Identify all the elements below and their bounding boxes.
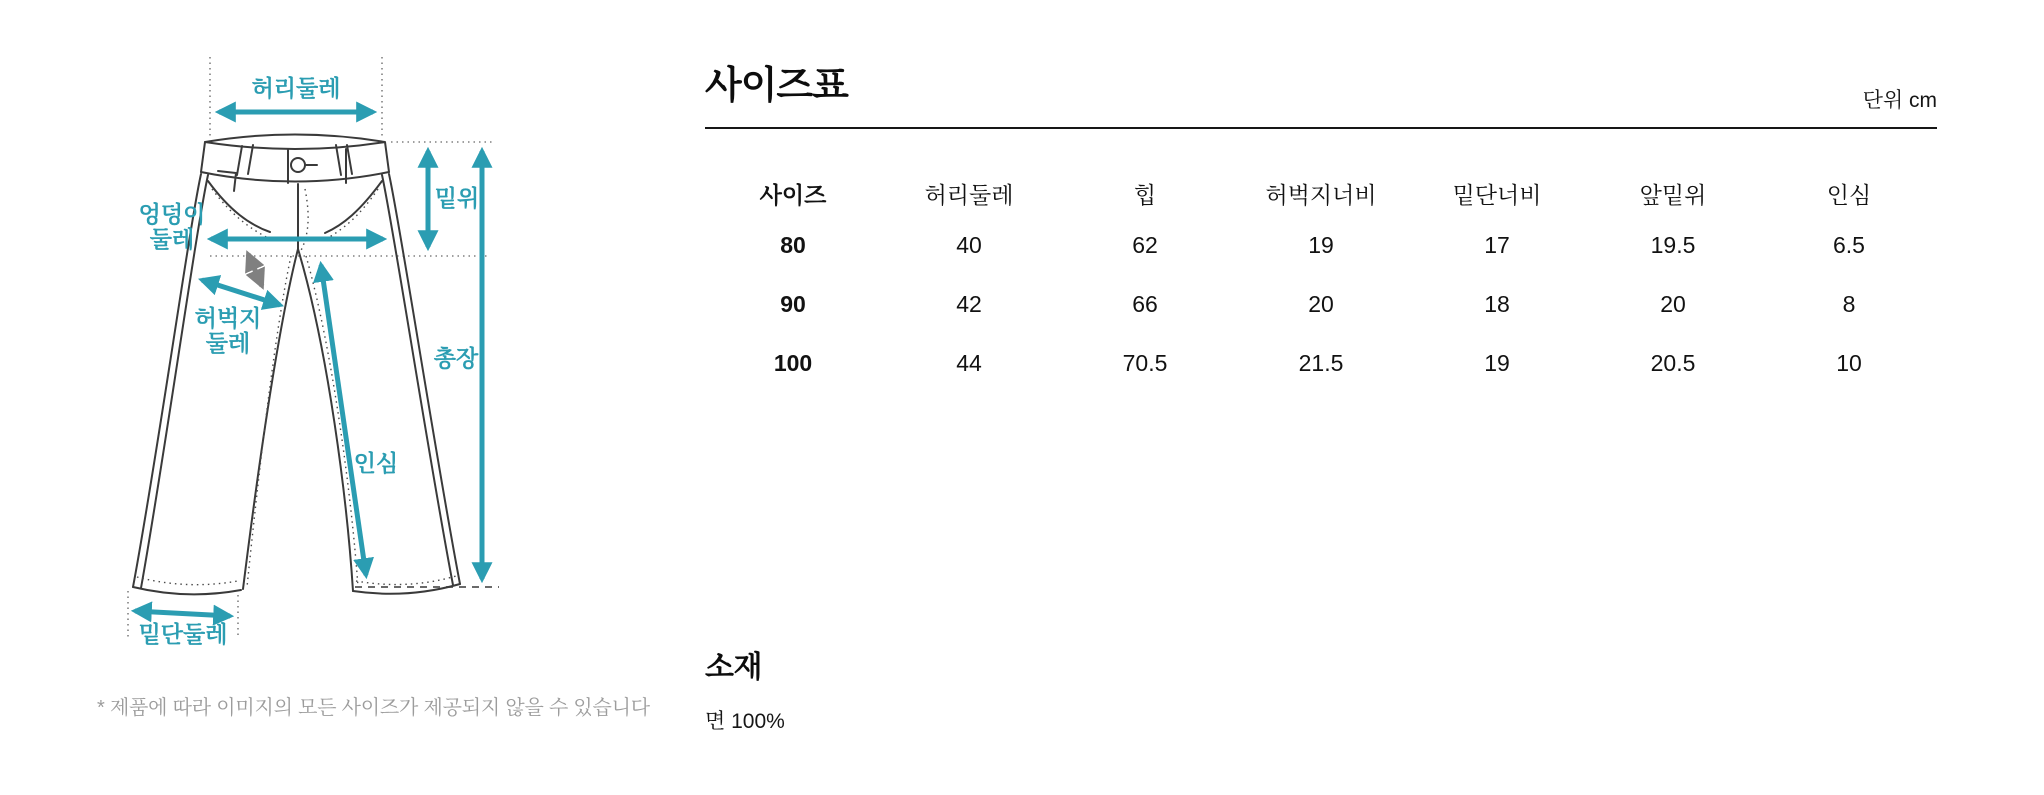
column-header-size: 사이즈 bbox=[759, 181, 827, 208]
column-header-front-rise: 앞밑위 bbox=[1639, 181, 1707, 208]
value-cell: 21.5 bbox=[1298, 350, 1344, 376]
column-header-inseam: 인심 bbox=[1826, 181, 1872, 208]
column-header-thigh-width: 허벅지너비 bbox=[1265, 181, 1377, 208]
waist-label: 허리둘레 bbox=[251, 75, 341, 101]
thigh-depth-arrow bbox=[248, 254, 262, 286]
thigh-arrow bbox=[202, 280, 280, 305]
size-cell: 80 bbox=[780, 232, 806, 258]
value-cell: 20.5 bbox=[1650, 350, 1696, 376]
column-header-hem-width: 밑단너비 bbox=[1452, 181, 1542, 208]
value-cell: 10 bbox=[1836, 350, 1862, 376]
value-cell: 19.5 bbox=[1650, 232, 1696, 258]
divider-line bbox=[705, 127, 1937, 129]
value-cell: 6.5 bbox=[1833, 232, 1865, 258]
value-cell: 18 bbox=[1484, 291, 1510, 317]
value-cell: 20 bbox=[1308, 291, 1334, 317]
value-cell: 66 bbox=[1132, 291, 1158, 317]
value-cell: 19 bbox=[1308, 232, 1334, 258]
thigh-label-line1: 허벅지 bbox=[194, 305, 262, 331]
value-cell: 40 bbox=[956, 232, 982, 258]
size-cell: 100 bbox=[773, 350, 813, 376]
diagram-footnote: * 제품에 따라 이미지의 모든 사이즈가 제공되지 않을 수 있습니다 bbox=[97, 697, 650, 719]
value-cell: 44 bbox=[956, 350, 982, 376]
size-cell: 90 bbox=[780, 291, 806, 317]
measurement-arrows bbox=[135, 112, 482, 616]
size-table-section bbox=[705, 0, 1937, 795]
size-table-title: 사이즈표 bbox=[705, 65, 848, 107]
inseam-label: 인심 bbox=[353, 450, 399, 476]
value-cell: 17 bbox=[1484, 232, 1510, 258]
thigh-label-line2: 둘레 bbox=[205, 330, 251, 356]
rise-label: 밑위 bbox=[434, 185, 480, 211]
column-header-waist: 허리둘레 bbox=[924, 181, 1014, 208]
pants-measurement-diagram bbox=[95, 38, 565, 660]
value-cell: 19 bbox=[1484, 350, 1510, 376]
material-value: 면 100% bbox=[705, 710, 785, 733]
value-cell: 42 bbox=[956, 291, 982, 317]
total-length-label: 총장 bbox=[433, 345, 479, 371]
hem-label: 밑단둘레 bbox=[138, 621, 228, 647]
unit-label: 단위 cm bbox=[1862, 89, 1937, 112]
value-cell: 8 bbox=[1842, 291, 1856, 317]
value-cell: 70.5 bbox=[1122, 350, 1168, 376]
size-table bbox=[705, 170, 1937, 393]
value-cell: 62 bbox=[1132, 232, 1158, 258]
value-cell: 20 bbox=[1660, 291, 1686, 317]
inseam-arrow bbox=[321, 265, 366, 575]
hem-arrow bbox=[135, 611, 230, 616]
material-title: 소재 bbox=[705, 651, 762, 684]
hip-label-line1: 엉덩이 bbox=[138, 201, 206, 227]
hip-label-line2: 둘레 bbox=[149, 226, 195, 252]
column-header-hip: 힙 bbox=[1133, 181, 1157, 208]
